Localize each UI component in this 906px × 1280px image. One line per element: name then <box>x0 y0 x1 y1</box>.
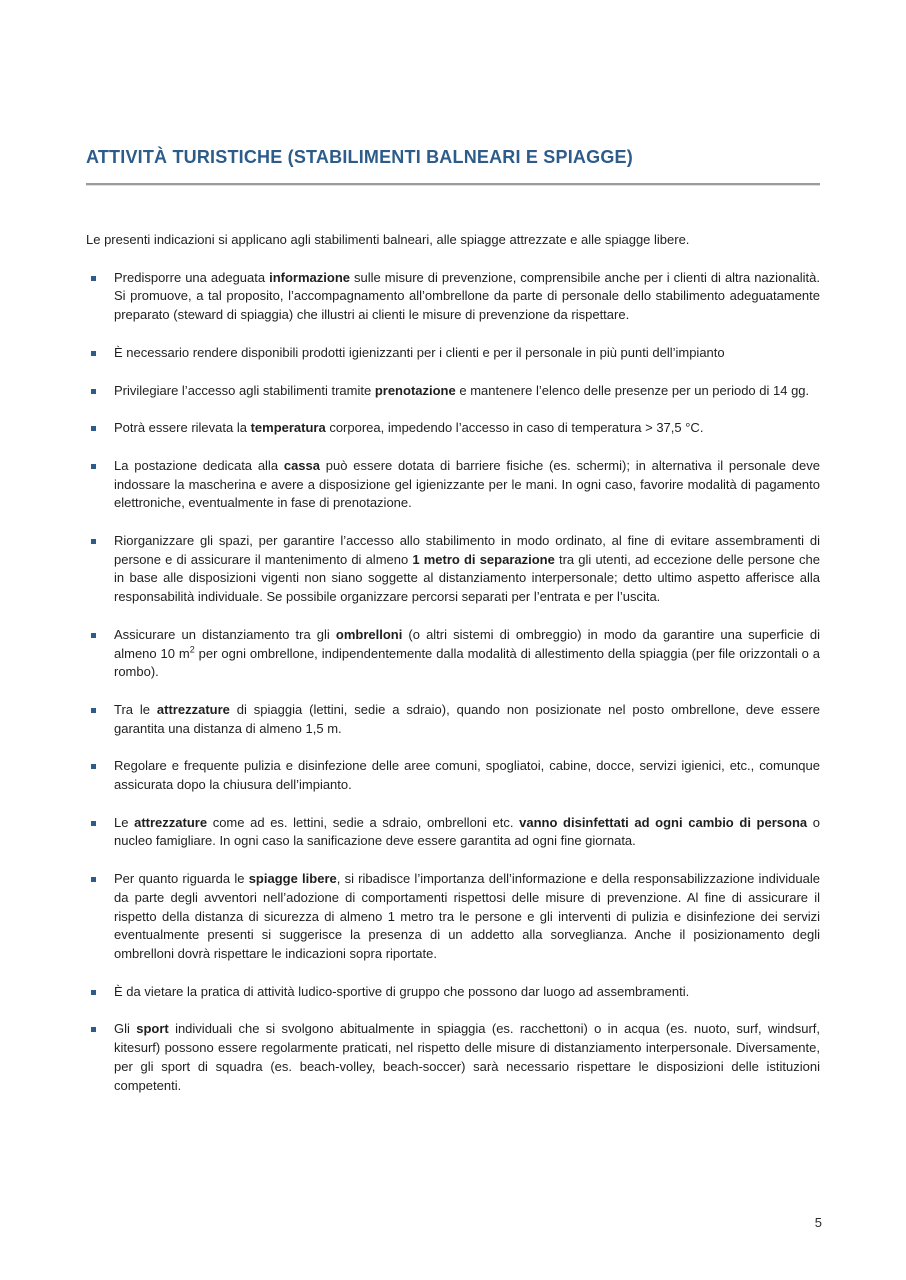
square-bullet-icon <box>91 539 96 544</box>
page-number: 5 <box>814 1215 822 1230</box>
bullet-item <box>86 419 820 438</box>
bullet-text: Per quanto riguarda le spiagge libere, si ribadisce l’importanza dell’informazione e della responsabilizzazione individuale da parte degli avventori nell’adozione di comportamenti rispettosi delle misure di prevenzione. Al fine di assicurare il rispetto della distanza di sicurezza di almeno 1 metro tra le persone e gli interventi di pulizia e disinfezione dei servizi eventualmente presenti si suggerisce la presenza di un addetto alla sorveglianza. Anche il posizionamento degli ombrelloni dovrà rispettare le indicazioni sopra riportate. <box>114 871 820 961</box>
square-bullet-icon <box>91 821 96 826</box>
bullet-text: Potrà essere rilevata la temperatura corporea, impedendo l’accesso in caso di temperatura > 37,5 °C. <box>114 420 704 436</box>
bullet-text: Assicurare un distanziamento tra gli ombrelloni (o altri sistemi di ombreggio) in modo da garantire una superficie di almeno 10 $m^2$ per ogni ombrellone, indipendentemente dalla modalità di allestimento della spiaggia (per file orizzontali o a rombo). <box>114 626 820 680</box>
bullet-item <box>86 870 820 964</box>
bullet-item <box>86 344 820 363</box>
square-bullet-icon <box>91 708 96 713</box>
square-bullet-icon <box>91 633 96 638</box>
bullet-item <box>86 814 820 851</box>
bullet-item <box>86 457 820 513</box>
bullet-item <box>86 269 820 325</box>
square-bullet-icon <box>91 1027 96 1032</box>
intro-paragraph: Le presenti indicazioni si applicano agli stabilimenti balneari, alle spiagge attrezzate e alle spiagge libere. <box>86 232 690 247</box>
bullet-text: Riorganizzare gli spazi, per garantire l’accesso allo stabilimento in modo ordinato, al fine di evitare assembramenti di persone e di assicurare il mantenimento di almeno 1 metro di separazione tra gli utenti, ad eccezione delle persone che in base alle disposizioni vigenti non siano soggette al distanziamento interpersonale; detto ultimo aspetto afferisce alla responsabilità individuale. Se possibile organizzare percorsi separati per l’entrata e per l’uscita. <box>114 533 820 605</box>
bullet-text: Tra le attrezzature di spiaggia (lettini, sedie a sdraio), quando non posizionate nel posto ombrellone, deve essere garantita una distanza di almeno 1,5 m. <box>114 701 820 736</box>
page-title: ATTIVITÀ TURISTICHE (STABILIMENTI BALNEARI E SPIAGGE) <box>86 147 633 167</box>
bullet-text: È da vietare la pratica di attività ludico-sportive di gruppo che possono dar luogo ad assembramenti. <box>114 983 690 999</box>
square-bullet-icon <box>91 464 96 469</box>
bullet-item <box>86 626 820 682</box>
bullet-item <box>86 1020 820 1095</box>
bullet-item <box>86 382 820 401</box>
square-bullet-icon <box>91 276 96 281</box>
heading-rule-divider <box>86 183 820 186</box>
bullet-item <box>86 983 820 1002</box>
square-bullet-icon <box>91 351 96 356</box>
bullet-text: Le attrezzature come ad es. lettini, sedie a sdraio, ombrelloni etc. vanno disinfettati ad ogni cambio di persona o nucleo famigliare. In ogni caso la sanificazione deve essere garantita ad ogni fine giornata. <box>114 814 820 849</box>
square-bullet-icon <box>91 764 96 769</box>
square-bullet-icon <box>91 990 96 995</box>
bullet-text: Predisporre una adeguata informazione sulle misure di prevenzione, comprensibile anche per i clienti di altra nazionalità. Si promuove, a tal proposito, l’accompagnamento all’ombrellone da parte di personale dello stabilimento adeguatamente preparato (steward di spiaggia) che illustri ai clienti le misure di prevenzione da rispettare. <box>114 269 820 323</box>
bullet-list <box>86 269 820 1096</box>
bullet-item <box>86 701 820 738</box>
bullet-text: La postazione dedicata alla cassa può essere dotata di barriere fisiche (es. schermi); in alternativa il personale deve indossare la mascherina e avere a disposizione gel igienizzante per le mani. In ogni caso, favorire modalità di pagamento elettroniche, eventualmente in fase di prenotazione. <box>114 457 820 511</box>
bullet-text: Regolare e frequente pulizia e disinfezione delle aree comuni, spogliatoi, cabine, docce, servizi igienici, etc., comunque assicurata dopo la chiusura dell’impianto. <box>114 758 820 793</box>
bullet-text: Privilegiare l’accesso agli stabilimenti tramite prenotazione e mantenere l’elenco delle presenze per un periodo di 14 gg. <box>114 382 810 398</box>
square-bullet-icon <box>91 389 96 394</box>
bullet-item <box>86 532 820 607</box>
square-bullet-icon <box>91 426 96 431</box>
bullet-item <box>86 757 820 794</box>
square-bullet-icon <box>91 877 96 882</box>
bullet-text: È necessario rendere disponibili prodotti igienizzanti per i clienti e per il personale in più punti dell’impianto <box>114 344 725 360</box>
bullet-text: Gli sport individuali che si svolgono abitualmente in spiaggia (es. racchettoni) o in acqua (es. nuoto, surf, windsurf, kitesurf) possono essere regolarmente praticati, nel rispetto delle misure di distanziamento interpersonale. Diversamente, per gli sport di squadra (es. beach-volley, beach-soccer) sarà necessario rispettare le disposizioni delle istituzioni competenti. <box>114 1021 821 1093</box>
